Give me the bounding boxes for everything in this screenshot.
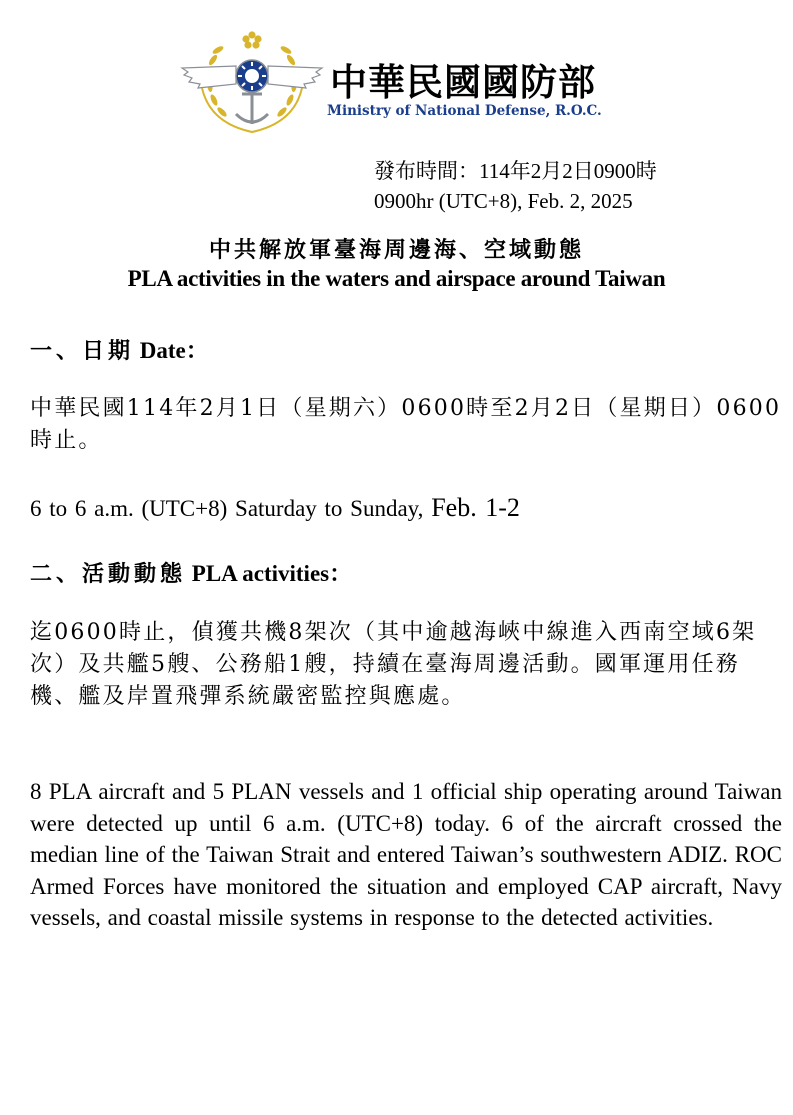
activities-paragraph-cn: 迄0600時止，偵獲共機8架次（其中逾越海峽中線進入西南空域6架次）及共艦5艘、公務船1艘，持續在臺海周邊活動。國軍運用任務機、艦及岸置飛彈系統嚴密監控與應處。	[30, 620, 757, 709]
section-heading-date-en: Date：	[134, 338, 209, 363]
section-heading-date-cn: 一、日期	[30, 338, 135, 364]
org-name-en: Ministry of National Defense, R.O.C.	[327, 103, 602, 119]
page-title-en: PLA activities in the waters and airspace around Taiwan	[127, 266, 666, 291]
mnd-emblem-icon	[180, 28, 325, 140]
section-heading-activities	[30, 555, 352, 588]
section-heading-activities-en: PLA activities：	[186, 561, 353, 586]
activities-paragraph-en: 8 PLA aircraft and 5 PLAN vessels and 1 official ship operating around Taiwan were detected up until 6 a.m. (UTC+8) today. 6 of the aircraft crossed the median line of the Taiwan Strait and entered Taiwan’s southwestern ADIZ. ROC Armed Forces have monitored the situation and employed CAP aircraft, Navy vessels, and coastal missile systems in response to the detected activities.	[30, 779, 782, 930]
date-paragraph-cn: 中華民國114年2月1日（星期六）0600時至2月2日（星期日）0600時止。	[30, 396, 782, 453]
org-name-cn: 中華民國國防部	[330, 61, 596, 104]
date-range-dates: Feb. 1-2	[431, 493, 520, 522]
release-time	[374, 156, 657, 216]
date-range-text: 6 to 6 a.m. (UTC+8) Saturday to Sunday,	[30, 496, 424, 521]
release-time-en: 0900hr (UTC+8), Feb. 2, 2025	[374, 189, 633, 213]
release-time-cn: 發布時間：114年2月2日0900時	[374, 159, 657, 183]
page-title-cn: 中共解放軍臺海周邊海、空域動態	[208, 237, 584, 263]
date-paragraph-en	[30, 492, 782, 524]
section-heading-activities-cn: 二、活動動態	[30, 561, 187, 587]
section-heading-date	[30, 332, 209, 365]
